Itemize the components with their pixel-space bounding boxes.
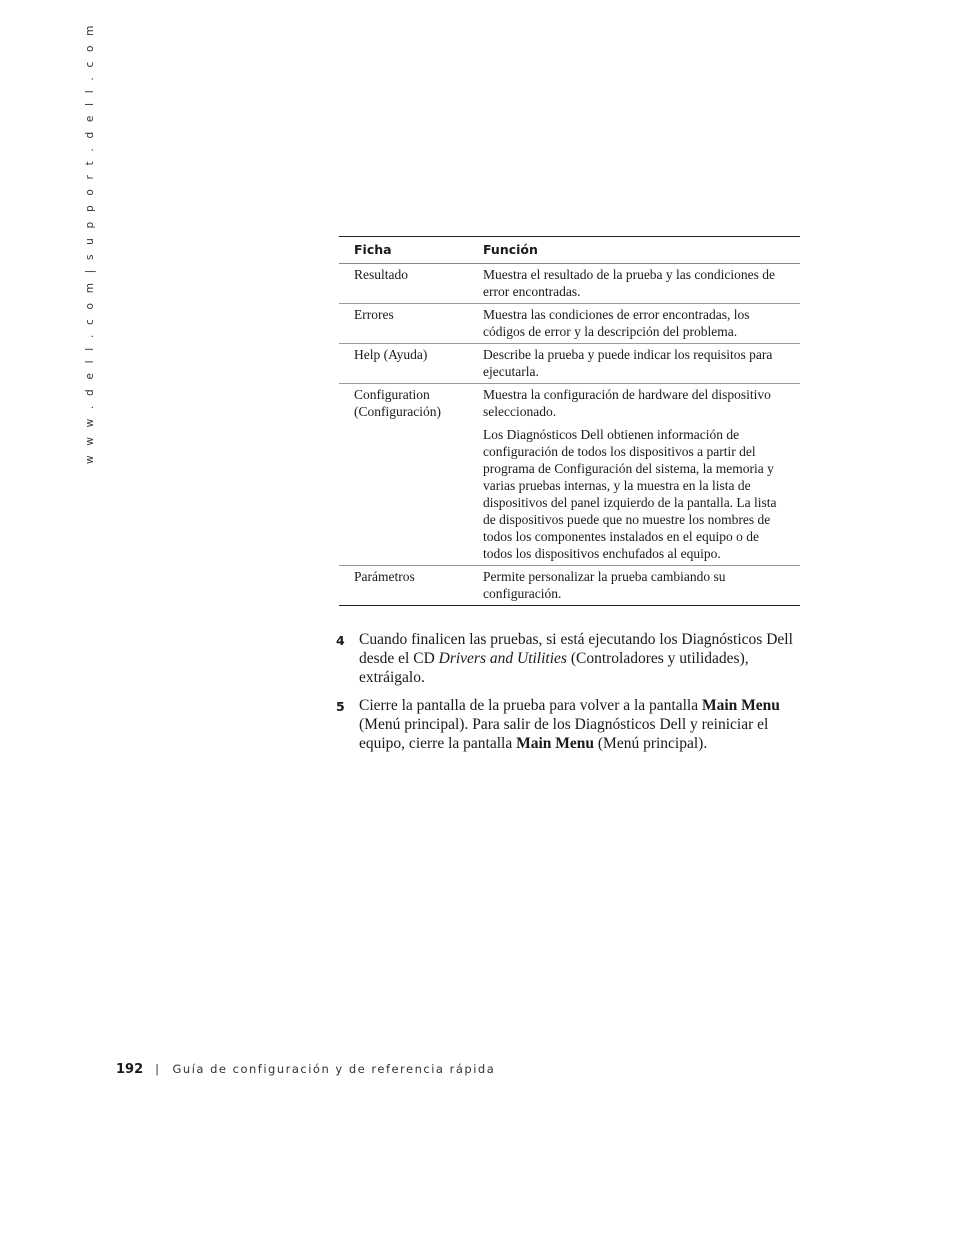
table-row (339, 384, 800, 566)
table-row (339, 566, 800, 606)
header-ficha: Ficha (339, 237, 467, 264)
row-function (467, 566, 800, 606)
main-menu-term: Main Menu (516, 735, 595, 752)
tab-function-table (339, 236, 800, 606)
row-tab: Resultado (339, 264, 467, 304)
row-tab: Configuration (Configuración) (339, 384, 467, 566)
table-row (339, 304, 800, 344)
footer-separator: | (155, 1062, 161, 1076)
step-text: (Menú principal). (594, 735, 708, 752)
step-text: (Controladores y utilidades), extráigalo. (359, 650, 749, 686)
step-5 (336, 696, 816, 753)
table-header-row (339, 237, 800, 264)
row-function (467, 384, 800, 566)
function-text: Muestra el resultado de la prueba y las condiciones de error encontradas. (483, 267, 776, 299)
row-function (467, 344, 800, 384)
procedure-steps (336, 630, 816, 762)
function-text: Describe la prueba y puede indicar los requisitos para ejecutarla. (483, 347, 773, 379)
table-row (339, 344, 800, 384)
header-funcion: Función (467, 237, 800, 264)
function-text: Muestra las condiciones de error encontradas, los códigos de error y la descripción del problema. (483, 307, 750, 339)
row-tab: Parámetros (339, 566, 467, 606)
row-tab: Help (Ayuda) (339, 344, 467, 384)
page-footer (116, 1062, 495, 1077)
table-row (339, 264, 800, 304)
function-text: Permite personalizar la prueba cambiando su configuración. (483, 569, 726, 601)
row-function (467, 304, 800, 344)
function-text: Muestra la configuración de hardware del dispositivo seleccionado. (483, 387, 771, 419)
cd-title: Drivers and Utilities (438, 650, 567, 667)
step-text: Cuando finalicen las pruebas, si está ejecutando los Diagnósticos Dell desde el CD (359, 631, 793, 667)
sidebar-url: w w w . d e l l . c o m | s u p p o r t . d e l l . c o m (84, 22, 96, 464)
main-menu-term: Main Menu (701, 697, 780, 714)
page-number: 192 (116, 1062, 144, 1077)
step-4 (336, 630, 816, 687)
function-text: Los Diagnósticos Dell obtienen información de configuración de todos los dispositivos a partir del programa de Configuración del sistema, la memoria y varias pruebas internas, y la muestra en la lista de dispositivos del panel izquierdo de la pantalla. La lista de dispositivos puede que no muestre los nombres de todos los componentes instalados en el equipo o de todos los dispositivos enchufados al equipo. (483, 427, 777, 561)
step-text: Cierre la pantalla de la prueba para volver a la pantalla (359, 697, 702, 714)
step-number: 4 (336, 633, 345, 648)
row-tab: Errores (339, 304, 467, 344)
row-function (467, 264, 800, 304)
step-text: (Menú principal). Para salir de los Diagnósticos Dell y reiniciar el equipo, cierre la pantalla (359, 716, 769, 752)
step-number: 5 (336, 699, 345, 714)
footer-title: Guía de configuración y de referencia rápida (172, 1062, 496, 1076)
